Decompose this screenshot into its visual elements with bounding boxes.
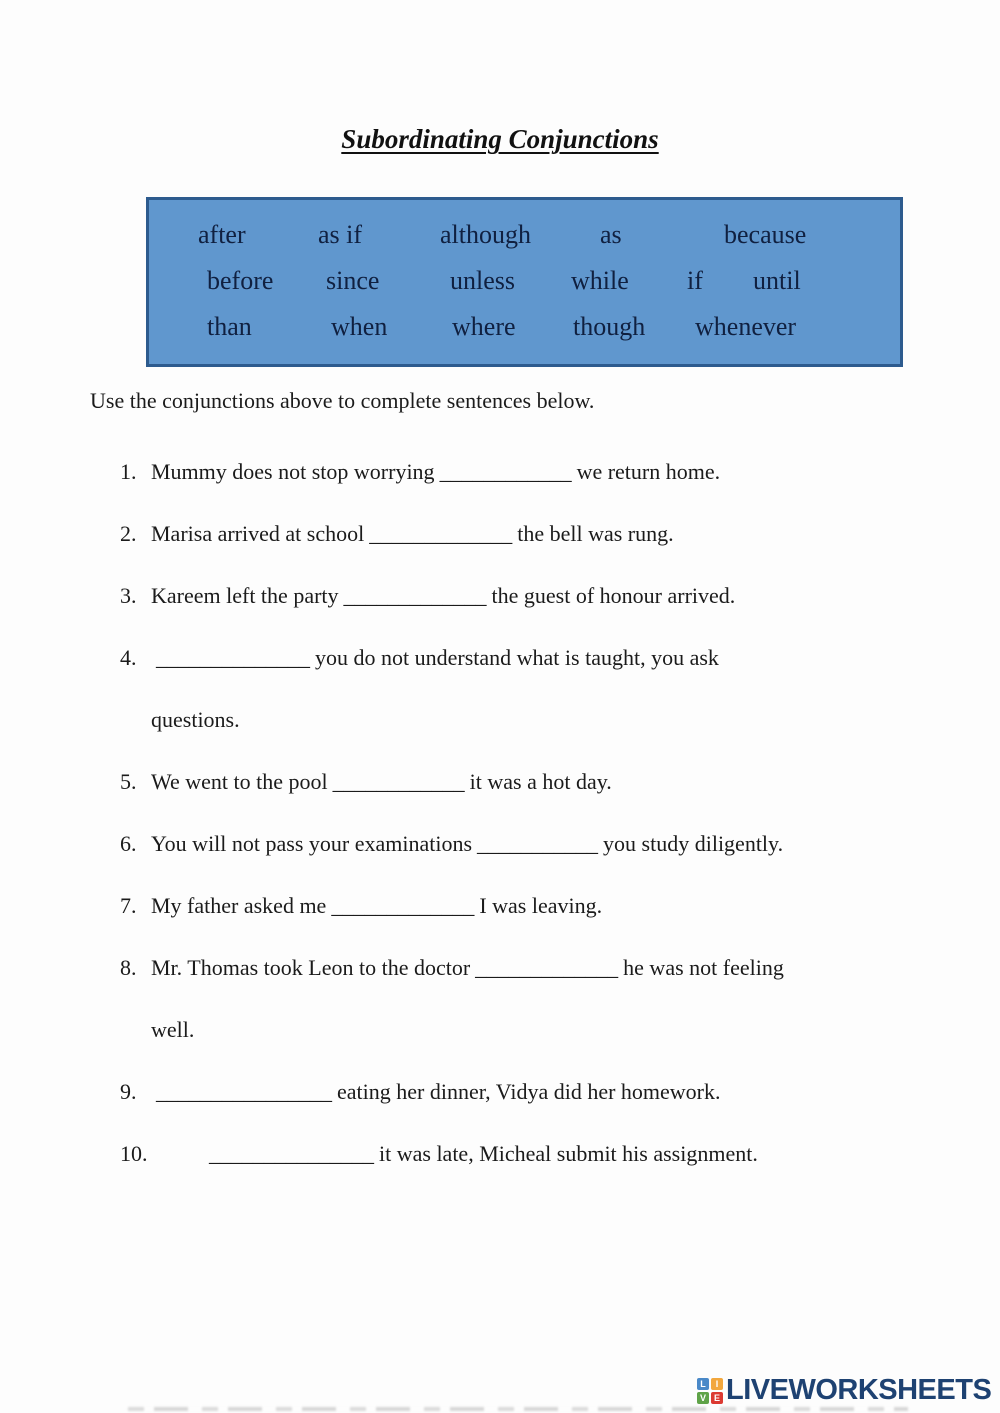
next-page-scan-artifact — [128, 1407, 908, 1411]
question-pre-text: We went to the pool — [151, 769, 328, 794]
word-bank-row — [149, 214, 900, 260]
page-title: Subordinating Conjunctions — [341, 124, 659, 154]
question-continuation: questions. — [151, 707, 240, 732]
answer-blank-10[interactable]: _______________ — [209, 1141, 374, 1166]
answer-blank-3[interactable]: _____________ — [343, 583, 487, 608]
question-1 — [120, 441, 952, 503]
word-as-if: as if — [318, 220, 363, 249]
word-because: because — [724, 220, 807, 249]
liveworksheets-logo-icon — [697, 1378, 723, 1404]
answer-blank-8[interactable]: _____________ — [475, 955, 619, 980]
word-where: where — [452, 312, 516, 341]
word-before: before — [207, 266, 274, 295]
answer-blank-7[interactable]: _____________ — [331, 893, 475, 918]
word-after: after — [198, 220, 246, 249]
question-post-text: the guest of honour arrived. — [491, 583, 736, 608]
question-list — [120, 441, 952, 1185]
word-whenever: whenever — [695, 312, 797, 341]
logo-tile-i: I — [711, 1378, 723, 1390]
question-pre-text: Mr. Thomas took Leon to the doctor — [151, 955, 471, 980]
question-number: 8. — [120, 955, 137, 980]
question-pre-text: Mummy does not stop worrying — [151, 459, 435, 484]
question-post-text: eating her dinner, Vidya did her homework. — [337, 1079, 721, 1104]
question-9 — [120, 1061, 952, 1123]
question-pre-text: Kareem left the party — [151, 583, 339, 608]
question-5 — [120, 751, 952, 813]
answer-blank-2[interactable]: _____________ — [369, 521, 513, 546]
word-though: though — [573, 312, 646, 341]
question-post-text: I was leaving. — [479, 893, 603, 918]
question-continuation: well. — [151, 1017, 195, 1042]
logo-tile-l: L — [697, 1378, 709, 1390]
word-since: since — [326, 266, 380, 295]
question-number: 4. — [120, 645, 137, 670]
word-bank-row — [149, 306, 900, 352]
logo-tile-v: V — [697, 1392, 709, 1404]
answer-blank-4[interactable]: ______________ — [156, 645, 310, 670]
question-number: 3. — [120, 583, 137, 608]
word-bank-row — [149, 260, 900, 306]
question-3 — [120, 565, 952, 627]
word-than: than — [207, 312, 252, 341]
logo-tile-e: E — [711, 1392, 723, 1404]
question-8 — [120, 937, 952, 1061]
question-number: 5. — [120, 769, 137, 794]
question-post-text: it was late, Micheal submit his assignment. — [379, 1141, 758, 1166]
word-when: when — [331, 312, 388, 341]
word-unless: unless — [450, 266, 515, 295]
question-7 — [120, 875, 952, 937]
question-post-text: you study diligently. — [603, 831, 784, 856]
word-while: while — [571, 266, 629, 295]
question-post-text: he was not feeling — [623, 955, 784, 980]
question-post-text: the bell was rung. — [517, 521, 674, 546]
conjunction-word-bank — [146, 197, 903, 367]
question-number: 2. — [120, 521, 137, 546]
answer-blank-5[interactable]: ____________ — [332, 769, 465, 794]
word-until: until — [753, 266, 801, 295]
question-6 — [120, 813, 952, 875]
question-4 — [120, 627, 952, 751]
question-pre-text: You will not pass your examinations — [151, 831, 473, 856]
question-10 — [120, 1123, 952, 1185]
answer-blank-1[interactable]: ____________ — [439, 459, 572, 484]
question-number: 7. — [120, 893, 137, 918]
question-pre-text: Marisa arrived at school — [151, 521, 365, 546]
question-post-text: we return home. — [576, 459, 721, 484]
question-number: 9. — [120, 1079, 137, 1104]
answer-blank-9[interactable]: ________________ — [156, 1079, 332, 1104]
instruction-text: Use the conjunctions above to complete sentences below. — [90, 388, 595, 413]
word-as: as — [600, 220, 622, 249]
word-if: if — [687, 266, 703, 295]
question-pre-text: My father asked me — [151, 893, 327, 918]
question-number: 10. — [120, 1141, 148, 1166]
question-post-text: you do not understand what is taught, you ask — [315, 645, 719, 670]
question-number: 1. — [120, 459, 137, 484]
liveworksheets-wordmark: LIVEWORKSHEETS — [726, 1374, 992, 1406]
question-2 — [120, 503, 952, 565]
question-number: 6. — [120, 831, 137, 856]
question-post-text: it was a hot day. — [469, 769, 612, 794]
liveworksheets-logo[interactable] — [697, 1376, 991, 1405]
word-although: although — [440, 220, 531, 249]
answer-blank-6[interactable]: ___________ — [477, 831, 599, 856]
